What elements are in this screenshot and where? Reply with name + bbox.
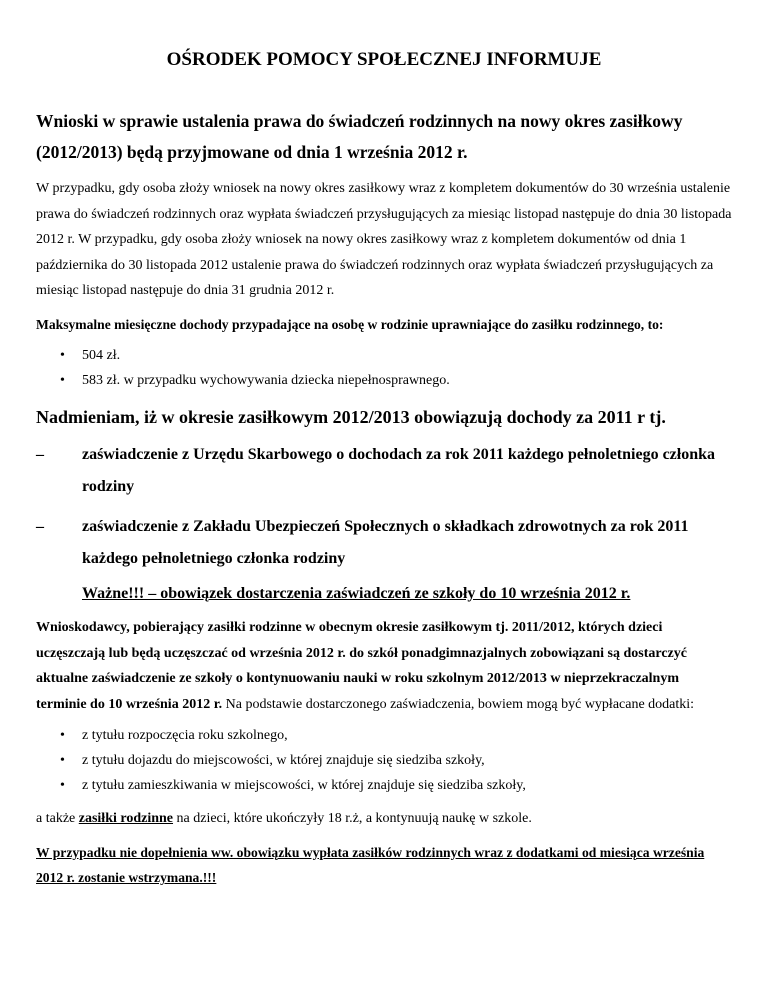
page-title: OŚRODEK POMOCY SPOŁECZNEJ INFORMUJE: [166, 49, 602, 70]
heading-applications: Wnioski w sprawie ustalenia prawa do świadczeń rodzinnych na nowy okres zasiłkowy (2012/2013) będą przyjmowane od dnia 1 września 2012 r.: [36, 111, 683, 162]
paragraph-family-allowance: a także zasiłki rodzinne na dzieci, które ukończyły 18 r.ż, a kontynuują naukę w szkole.: [36, 811, 532, 826]
list-item: • z tytułu dojazdu do miejscowości, w której znajduje się siedziba szkoły,: [36, 748, 732, 773]
bullet-icon: •: [60, 728, 65, 743]
allowance-list: [36, 723, 732, 798]
bullet-icon: •: [60, 348, 65, 363]
heading-income-year: Nadmieniam, iż w okresie zasiłkowym 2012/2013 obowiązują dochody za 2011 r tj.: [36, 407, 666, 427]
income-heading: Maksymalne miesięczne dochody przypadające na osobę w rodzinie uprawniające do zasiłku rodzinnego, to:: [36, 316, 664, 332]
bullet-icon: •: [60, 778, 65, 793]
list-item: • z tytułu rozpoczęcia roku szkolnego,: [36, 723, 732, 748]
list-item: • 504 zł.: [36, 343, 732, 368]
dash-icon: –: [36, 446, 44, 463]
bullet-icon: •: [60, 373, 65, 388]
income-list: [36, 343, 732, 393]
warning-notice: W przypadku nie dopełnienia ww. obowiązku wypłata zasiłków rodzinnych wraz z dodatkami od miesiąca września 2012 r. zostanie wstrzymana.!!!: [36, 844, 705, 885]
paragraph-school-certificate: Wnioskodawcy, pobierający zasiłki rodzinne w obecnym okresie zasiłkowym tj. 2011/2012, których dzieci uczęszczają lub będą uczęszczać od września 2012 r. do szkół ponadgimnazjalnych zobowiązani są dostarczyć aktualne zaświadczenie ze szkoły o kontynuowaniu nauki w roku szkolnym 2012/2013 w nieprzekraczalnym terminie do 10 września 2012 r. Na podstawie dostarczonego zaświadczenia, bowiem mogą być wypłacane dodatki:: [36, 620, 695, 712]
list-item: – zaświadczenie z Zakładu Ubezpieczeń Społecznych o składkach zdrowotnych za rok 2011 każdego pełnoletniego członka rodziny: [36, 511, 732, 575]
dash-icon: –: [36, 518, 44, 535]
paragraph-deadlines: W przypadku, gdy osoba złoży wniosek na nowy okres zasiłkowy wraz z kompletem dokumentów do 30 września ustalenie prawa do świadczeń rodzinnych oraz wypłata świadczeń przysługujących za miesiąc listopad następuje do dnia 30 listopada 2012 r. W przypadku, gdy osoba złoży wniosek na nowy okres zasiłkowy wraz z kompletem dokumentów od dnia 1 października do 30 listopada 2012 ustalenie prawa do świadczeń rodzinnych oraz wypłata świadczeń przysługujących za miesiąc listopad następuje do dnia 31 grudnia 2012 r.: [36, 181, 732, 298]
important-notice: Ważne!!! – obowiązek dostarczenia zaświadczeń ze szkoły do 10 września 2012 r.: [82, 585, 631, 602]
bullet-icon: •: [60, 753, 65, 768]
list-item: • 583 zł. w przypadku wychowywania dziecka niepełnosprawnego.: [36, 368, 732, 393]
list-item: – zaświadczenie z Urzędu Skarbowego o dochodach za rok 2011 każdego pełnoletniego członka rodziny: [36, 439, 732, 503]
list-item: • z tytułu zamieszkiwania w miejscowości, w której znajduje się siedziba szkoły,: [36, 773, 732, 798]
